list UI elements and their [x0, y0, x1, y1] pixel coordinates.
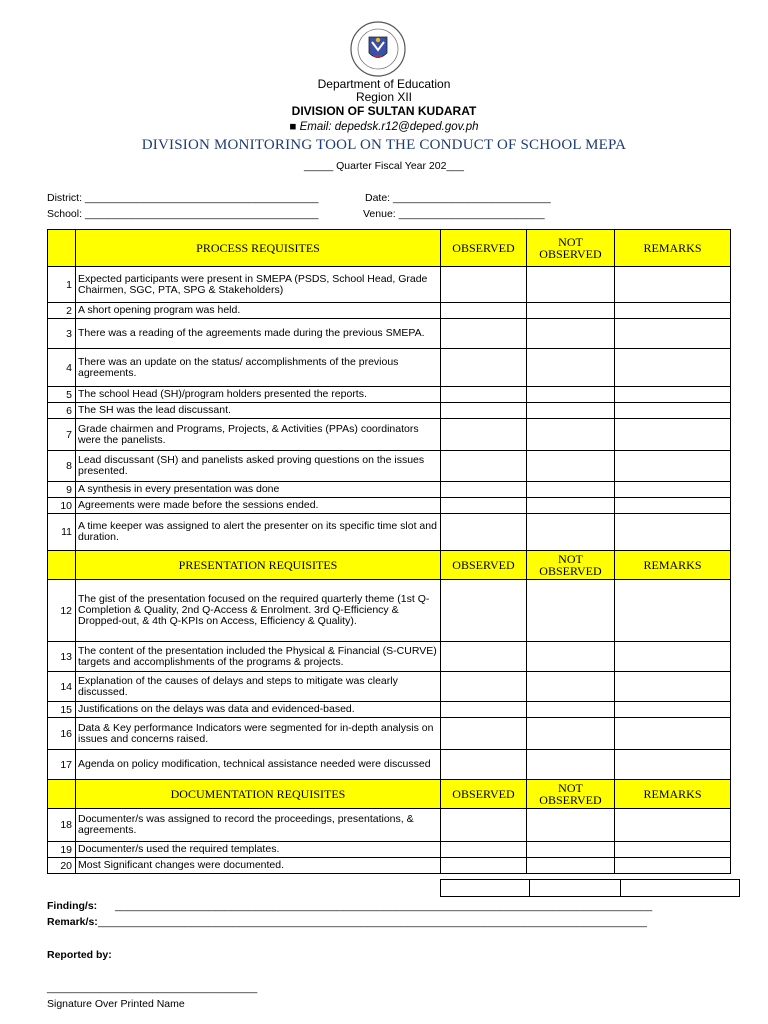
page-title: DIVISION MONITORING TOOL ON THE CONDUCT OF SCHOOL MEPA — [141, 137, 627, 153]
item-number: 16 — [48, 718, 76, 750]
item-number: 5 — [48, 387, 76, 403]
item-text: Lead discussant (SH) and panelists asked proving questions on the issues presented. — [76, 451, 441, 482]
not-observed-cell[interactable] — [527, 267, 615, 303]
not-observed-cell[interactable] — [527, 842, 615, 858]
item-number: 3 — [48, 319, 76, 349]
table-row — [48, 387, 731, 403]
not-observed-header: NOT OBSERVED — [527, 551, 615, 580]
table-row — [48, 319, 731, 349]
table-row — [48, 580, 731, 642]
section-title: PROCESS REQUISITES — [76, 230, 441, 267]
table-row — [48, 702, 731, 718]
not-observed-cell[interactable] — [527, 672, 615, 702]
signature-label: Signature Over Printed Name — [47, 998, 185, 1010]
monitoring-table — [47, 229, 731, 874]
remarks-cell[interactable] — [615, 303, 731, 319]
item-text: Data & Key performance Indicators were segmented for in-depth analysis on issues and concerns raised. — [76, 718, 441, 750]
not-observed-cell[interactable] — [527, 750, 615, 780]
not-observed-cell[interactable] — [527, 319, 615, 349]
item-text: Documenter/s was assigned to record the proceedings, presentations, & agreements. — [76, 809, 441, 842]
not-observed-cell[interactable] — [527, 387, 615, 403]
not-observed-cell[interactable] — [527, 809, 615, 842]
table-row — [48, 403, 731, 419]
table-row — [48, 349, 731, 387]
observed-cell[interactable] — [441, 349, 527, 387]
remarks-header: REMARKS — [615, 780, 731, 809]
item-number: 12 — [48, 580, 76, 642]
item-text: There was an update on the status/ accomplishments of the previous agreements. — [76, 349, 441, 387]
not-observed-cell[interactable] — [527, 514, 615, 551]
observed-cell[interactable] — [441, 319, 527, 349]
observed-cell[interactable] — [441, 750, 527, 780]
item-text: Expected participants were present in SMEPA (PSDS, School Head, Grade Chairmen, SGC, PTA, SPG & Stakeholders) — [76, 267, 441, 303]
item-number: 8 — [48, 451, 76, 482]
remarks-cell[interactable] — [615, 642, 731, 672]
item-text: Agreements were made before the sessions ended. — [76, 498, 441, 514]
observed-cell[interactable] — [441, 580, 527, 642]
remarks-cell[interactable] — [615, 482, 731, 498]
item-text: Agenda on policy modification, technical assistance needed were discussed — [76, 750, 441, 780]
observed-cell[interactable] — [441, 858, 527, 874]
item-number: 15 — [48, 702, 76, 718]
observed-cell[interactable] — [441, 419, 527, 451]
remarks-cell[interactable] — [615, 858, 731, 874]
not-observed-cell[interactable] — [527, 419, 615, 451]
table-tail-row — [440, 879, 740, 897]
observed-cell[interactable] — [441, 642, 527, 672]
table-row — [48, 809, 731, 842]
section-num-cell — [48, 230, 76, 267]
remarks-line[interactable]: ______________________________________________________________________________________________ — [98, 916, 647, 928]
remarks-cell[interactable] — [615, 349, 731, 387]
remarks-cell[interactable] — [615, 842, 731, 858]
observed-cell[interactable] — [441, 387, 527, 403]
observed-header: OBSERVED — [441, 780, 527, 809]
observed-cell[interactable] — [441, 303, 527, 319]
section-header-row — [48, 551, 731, 580]
table-row — [48, 419, 731, 451]
observed-cell[interactable] — [441, 718, 527, 750]
not-observed-cell[interactable] — [527, 403, 615, 419]
section-num-cell — [48, 551, 76, 580]
item-text: The content of the presentation included the Physical & Financial (S-CURVE) targets and accomplishments of the programs & projects. — [76, 642, 441, 672]
section-title: PRESENTATION REQUISITES — [76, 551, 441, 580]
observed-cell[interactable] — [441, 403, 527, 419]
remarks-cell[interactable] — [615, 514, 731, 551]
section-num-cell — [48, 780, 76, 809]
item-number: 1 — [48, 267, 76, 303]
observed-cell[interactable] — [441, 672, 527, 702]
division-name: DIVISION OF SULTAN KUDARAT — [291, 104, 477, 118]
item-text: A synthesis in every presentation was done — [76, 482, 441, 498]
item-text: Most Significant changes were documented. — [76, 858, 441, 874]
remarks-cell[interactable] — [615, 672, 731, 702]
not-observed-cell[interactable] — [527, 580, 615, 642]
item-number: 7 — [48, 419, 76, 451]
section-title: DOCUMENTATION REQUISITES — [76, 780, 441, 809]
tail-observed-cell[interactable] — [441, 880, 530, 897]
item-number: 9 — [48, 482, 76, 498]
observed-cell[interactable] — [441, 482, 527, 498]
remarks-cell[interactable] — [615, 451, 731, 482]
remarks-cell[interactable] — [615, 580, 731, 642]
not-observed-cell[interactable] — [527, 718, 615, 750]
table-row — [48, 498, 731, 514]
not-observed-cell[interactable] — [527, 482, 615, 498]
table-row — [48, 750, 731, 780]
observed-header: OBSERVED — [441, 551, 527, 580]
not-observed-header: NOT OBSERVED — [527, 230, 615, 267]
table-row — [48, 482, 731, 498]
tail-remarks-cell[interactable] — [621, 880, 740, 897]
not-observed-header: NOT OBSERVED — [527, 780, 615, 809]
table-row — [48, 514, 731, 551]
remarks-cell[interactable] — [615, 419, 731, 451]
item-number: 10 — [48, 498, 76, 514]
remarks-cell[interactable] — [615, 403, 731, 419]
item-number: 17 — [48, 750, 76, 780]
school-field[interactable]: School: ________________________________________ — [47, 208, 319, 220]
deped-seal-icon — [348, 20, 408, 78]
item-text: Explanation of the causes of delays and steps to mitigate was clearly discussed. — [76, 672, 441, 702]
observed-cell[interactable] — [441, 451, 527, 482]
item-text: The gist of the presentation focused on the required quarterly theme (1st Q- Completion & Quality, 2nd Q-Access & Enrolment. 3rd Q-Efficiency & Dropped-out, & 4th Q-KPIs on Access, Efficiency & Quality). — [76, 580, 441, 642]
not-observed-cell[interactable] — [527, 498, 615, 514]
observed-cell[interactable] — [441, 267, 527, 303]
observed-cell[interactable] — [441, 809, 527, 842]
item-number: 19 — [48, 842, 76, 858]
table-row — [48, 718, 731, 750]
not-observed-cell[interactable] — [527, 349, 615, 387]
item-number: 2 — [48, 303, 76, 319]
remarks-header: REMARKS — [615, 551, 731, 580]
item-text: A time keeper was assigned to alert the presenter on its specific time slot and duration. — [76, 514, 441, 551]
venue-field[interactable]: Venue: _________________________ — [363, 208, 545, 220]
item-number: 13 — [48, 642, 76, 672]
findings-label: Finding/s: — [47, 900, 98, 912]
item-text: Documenter/s used the required templates. — [76, 842, 441, 858]
section-header-row — [48, 230, 731, 267]
item-text: The school Head (SH)/program holders presented the reports. — [76, 387, 441, 403]
email-line: ■ Email: depedsk.r12@deped.gov.ph — [289, 121, 479, 133]
remarks-cell[interactable] — [615, 750, 731, 780]
dept-name: Department of Education — [317, 77, 451, 91]
observed-cell[interactable] — [441, 498, 527, 514]
section-header-row — [48, 780, 731, 809]
table-row — [48, 642, 731, 672]
district-field[interactable]: District: ________________________________________ — [47, 192, 319, 204]
item-text: The SH was the lead discussant. — [76, 403, 441, 419]
table-row — [48, 858, 731, 874]
observed-cell[interactable] — [441, 842, 527, 858]
reported-by-label: Reported by: — [47, 949, 112, 961]
remarks-cell[interactable] — [615, 809, 731, 842]
remarks-cell[interactable] — [615, 498, 731, 514]
table-row — [48, 842, 731, 858]
item-number: 18 — [48, 809, 76, 842]
table-row — [48, 451, 731, 482]
observed-cell[interactable] — [441, 514, 527, 551]
observed-header: OBSERVED — [441, 230, 527, 267]
tail-not-observed-cell[interactable] — [530, 880, 621, 897]
not-observed-cell[interactable] — [527, 702, 615, 718]
signature-line[interactable]: ____________________________________ — [47, 982, 258, 994]
not-observed-cell[interactable] — [527, 642, 615, 672]
not-observed-cell[interactable] — [527, 858, 615, 874]
findings-line[interactable]: ____________________________________________________________________________________________ — [115, 900, 653, 912]
item-text: A short opening program was held. — [76, 303, 441, 319]
table-row — [48, 303, 731, 319]
quarter-line: _____ Quarter Fiscal Year 202___ — [304, 160, 464, 172]
item-number: 11 — [48, 514, 76, 551]
item-number: 6 — [48, 403, 76, 419]
remarks-header: REMARKS — [615, 230, 731, 267]
item-text: There was a reading of the agreements made during the previous SMEPA. — [76, 319, 441, 349]
table-row — [48, 672, 731, 702]
item-number: 4 — [48, 349, 76, 387]
not-observed-cell[interactable] — [527, 451, 615, 482]
remarks-cell[interactable] — [615, 319, 731, 349]
date-field[interactable]: Date: ___________________________ — [365, 192, 551, 204]
remarks-cell[interactable] — [615, 267, 731, 303]
item-text: Justifications on the delays was data and evidenced-based. — [76, 702, 441, 718]
region-name: Region XII — [355, 90, 413, 104]
item-number: 14 — [48, 672, 76, 702]
remarks-cell[interactable] — [615, 718, 731, 750]
remarks-label: Remark/s: — [47, 916, 98, 928]
item-text: Grade chairmen and Programs, Projects, & Activities (PPAs) coordinators were the panelists. — [76, 419, 441, 451]
item-number: 20 — [48, 858, 76, 874]
remarks-cell[interactable] — [615, 702, 731, 718]
table-row — [48, 267, 731, 303]
remarks-cell[interactable] — [615, 387, 731, 403]
observed-cell[interactable] — [441, 702, 527, 718]
not-observed-cell[interactable] — [527, 303, 615, 319]
